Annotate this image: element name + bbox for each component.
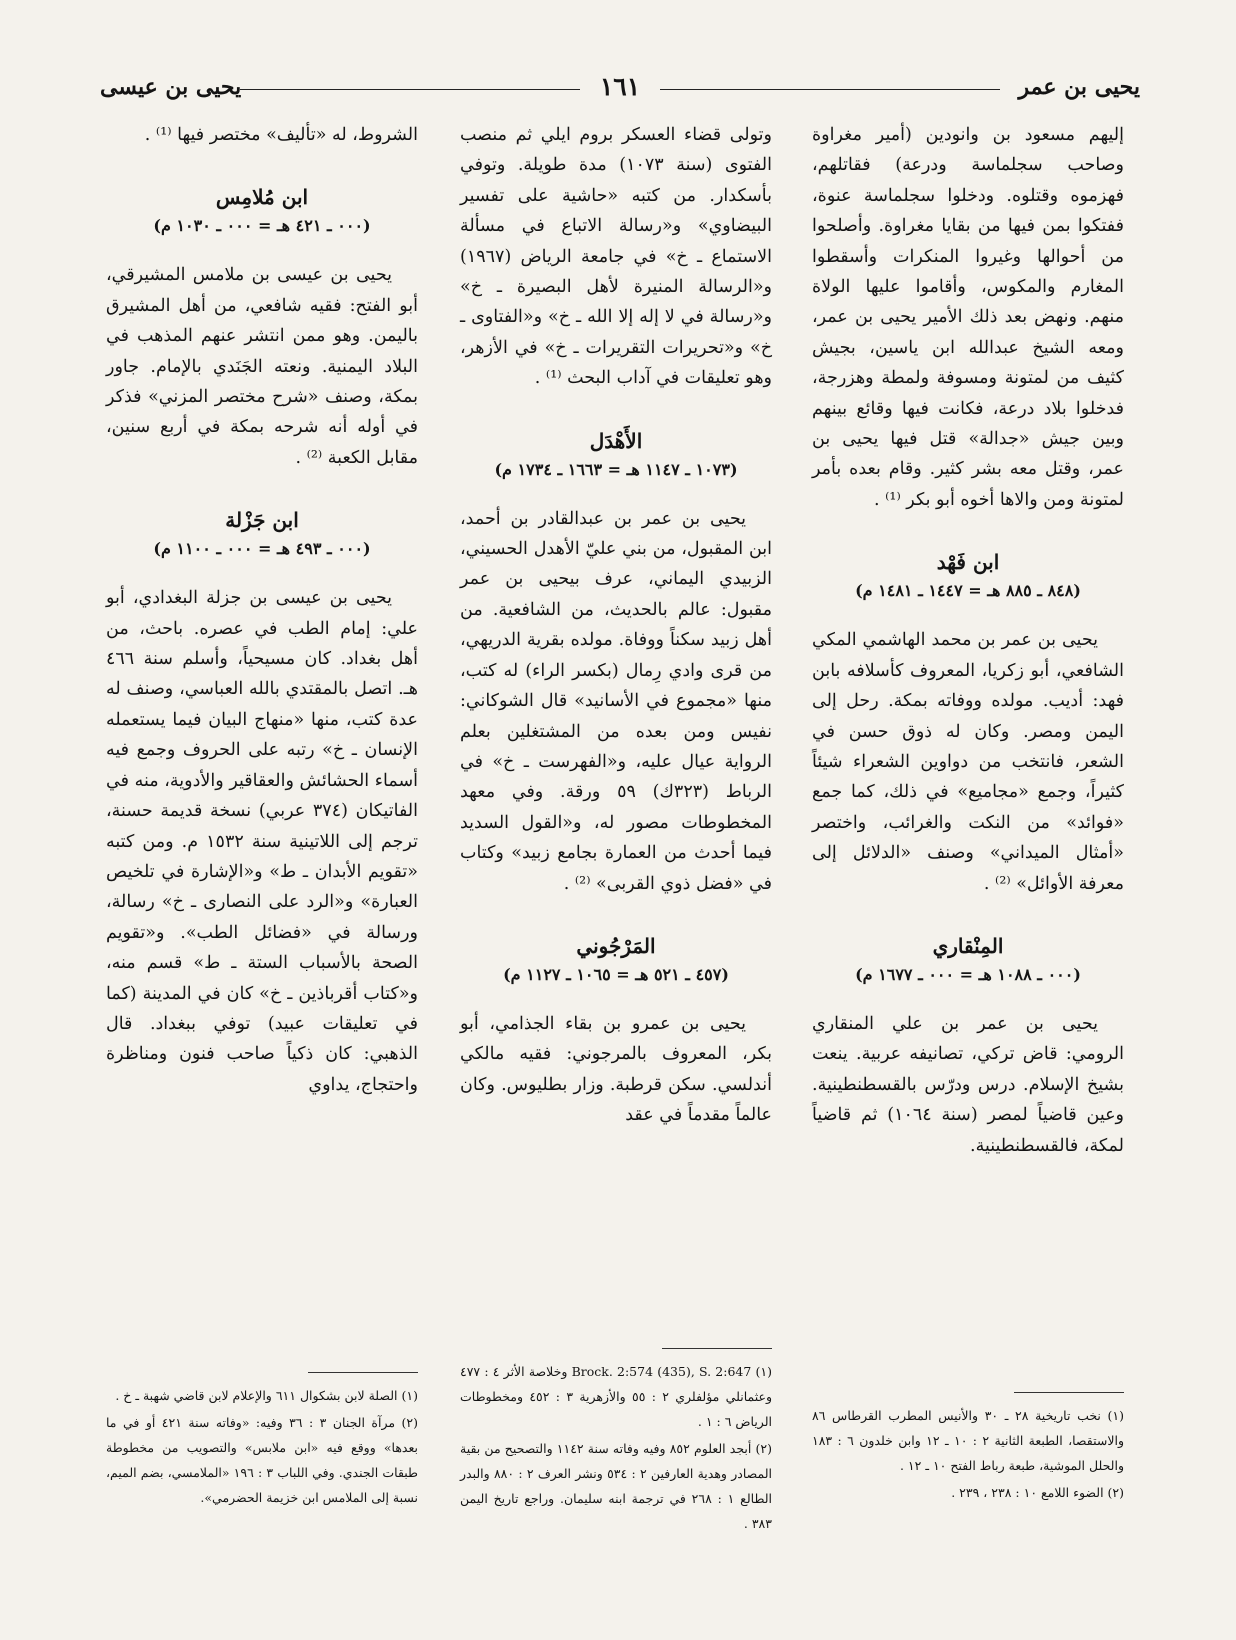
- entry-body: يحيى بن عيسى بن جزلة البغدادي، أبو علي: إمام الطب في عصره. باحث، من أهل بغداد. كان مسيحياً، وأسلم سنة ٤٦٦ هـ. اتصل بالمقتدي بالله العباسي، وصنف له عدة كتب، منها «منهاج البيان فيما يستعمله الإنسان ـ خ» رتبه على الحروف وجمع فيه أسماء الحشائش والعقاقير والأدوية، منه في الفاتيكان (٣٧٤ عربي) نسخة قديمة حسنة، ترجم إلى اللاتينية سنة ١٥٣٢ م. ومن كتبه «تقويم الأبدان ـ ط» و«الإشارة في تلخيص العبارة» و«الرد على النصارى ـ خ» رسالة، ورسالة في «فضائل الطب». و«تقويم الصحة بالأسباب الستة ـ ط» قسم منه، و«كتاب أقرباذين ـ خ» كان في المدينة (كما في تعليقات عبيد) توفي ببغداد. قال الذهبي: كان ذكياً صاحب فنون ومناظرة واحتجاج، يداوي: [106, 588, 418, 1095]
- column-right: [812, 120, 1124, 1161]
- entry-body: يحيى بن عيسى بن ملامس المشيرقي، أبو الفتح: فقيه شافعي، من أهل المشيرق باليمن. وهو ممن انتشر عنهم المذهب في البلاد اليمنية. ونعته الجَنَدي بالإمام. جاور بمكة، وصنف «شرح مختصر المزني» فذكر في أوله أنه شرحه بمكة في أربع سنين، مقابل الكعبة ⁽²⁾ .: [106, 265, 418, 468]
- entry-al-minqari: [812, 931, 1124, 1161]
- header-right-title: يحيى بن عمر: [1018, 74, 1140, 100]
- entry-ibn-mulamis: [106, 182, 418, 473]
- footnote-divider: [662, 1348, 772, 1349]
- footnote-divider: [1014, 1392, 1124, 1393]
- entry-body: يحيى بن عمر بن عبدالقادر بن أحمد، ابن المقبول، من بني عليّ الأهدل الحسيني، الزبيدي اليماني، عرف بيحيى بن عمر مقبول: عالم بالحديث، من الشافعية. من أهل زبيد سكناً ووفاة. مولده بقرية الدريهي، من قرى وادي رِمال (بكسر الراء) له كتب، منها «مجموع في الأسانيد» قال الشوكاني: نفيس ومن بعده من المشتغلين بعلم الرواية عيال عليه، و«الفهرست ـ خ» في الرباط (٣٢٣ك) ٥٩ ورقة. وفي معهد المخطوطات مصور له، و«القول السديد فيما أحدث من العمارة بجامع زبيد» وكتاب في «فضل ذوي القربى» ⁽²⁾ .: [460, 508, 772, 894]
- entry-dates: (٤٥٧ ـ ٥٢١ هـ = ١٠٦٥ ـ ١١٢٧ م): [503, 964, 729, 984]
- running-header: [100, 74, 1140, 114]
- page-number: ١٦١: [599, 72, 641, 101]
- footnote: (١) الصلة لابن بشكوال ٦١١ والإعلام لابن قاضي شهبة ـ خ .: [115, 1388, 418, 1403]
- header-rule-right: [660, 89, 1000, 90]
- header-rule-left: [240, 89, 580, 90]
- entry-ibn-jazla: [106, 505, 418, 1100]
- entry-ibn-fahd: [812, 547, 1124, 899]
- continuation-paragraph: وتولى قضاء العسكر بروم ايلي ثم منصب الفتوى (سنة ١٠٧٣) مدة طويلة. وتوفي بأسكدار. من كتبه «حاشية على تفسير البيضاوي» و«رسالة الاتباع في مسألة الاستماع ـ خ» في جامعة الرياض (١٩٦٧) و«الرسالة المنيرة لأهل البصيرة ـ خ» و«رسالة في لا إله إلا الله ـ خ» و«الفتاوى ـ خ» و«تحريرات التقريرات ـ خ» في الأزهر، وهو تعليقات في آداب البحث ⁽¹⁾ .: [460, 125, 772, 389]
- footnote: (١) Brock. 2:574 (435), S. 2:647 وخلاصة الأثر ٤ : ٤٧٧ وعثمانلي مؤلفلري ٢ : ٥٥ والأزهرية ٣ : ٤٥٢ ومخطوطات الرياض ٦ : ١ .: [460, 1364, 772, 1429]
- entry-body: يحيى بن عمرو بن بقاء الجذامي، أبو بكر، المعروف بالمرجوني: فقيه مالكي أندلسي. سكن قرطبة. وزار بطليوس. وكان عالماً مقدماً في عقد: [460, 1013, 772, 1126]
- entry-title: المِنْقاري: [932, 933, 1004, 958]
- entry-title: ابن مُلامِس: [215, 185, 309, 210]
- footnotes-left: [106, 1372, 418, 1510]
- continuation-paragraph: إليهم مسعود بن وانودين (أمير مغراوة وصاحب سجلماسة ودرعة) فقاتلهم، فهزموه وقتلوه. ودخلوا سجلماسة عنوة، ففتكوا بمن فيها من بقايا مغراوة. وأصلحوا من أحوالها وغيروا المنكرات وأسقطوا المغارم والمكوس، وأقاموا عليها الولاة منهم. ونهض بعد ذلك الأمير يحيى بن عمر، ومعه الشيخ عبدالله ابن ياسين، بجيش كثيف من لمتونة ومسوفة ولمطة وهزرجة، فدخلوا بلاد درعة، فكانت فيها وقائع بينهم وبين جيش «جدالة» قتل فيها يحيى بن عمر، وقتل معه بشر كثير. وقام بعده بأمر لمتونة ومن والاها أخوه أبو بكر ⁽¹⁾ .: [812, 125, 1124, 510]
- footnotes-right: [812, 1392, 1124, 1505]
- entry-body: يحيى بن عمر بن محمد الهاشمي المكي الشافعي، أبو زكريا، المعروف كأسلافه بابن فهد: أديب. مولده ووفاته بمكة. رحل إلى اليمن ومصر. وكان له ذوق حسن في الشعر، فانتخب من دواوين الشعراء شيئاً كثيراً، وجمع «مجاميع» في ذلك، كما جمع «فوائد» من النكت والغرائب، واختصر «أمثال الميداني» وصنف «الدلائل إلى معرفة الأوائل» ⁽²⁾ .: [812, 630, 1124, 894]
- footnotes-middle: [460, 1348, 772, 1536]
- entry-title: المَرْجُوني: [576, 933, 656, 958]
- continuation-paragraph: الشروط، له «تأليف» مختصر فيها ⁽¹⁾ .: [144, 125, 418, 145]
- column-left: [106, 120, 418, 1100]
- entry-dates: (٠٠٠ ـ ١٠٨٨ هـ = ٠٠٠ ـ ١٦٧٧ م): [855, 964, 1081, 984]
- footnote: (١) نخب تاريخية ٢٨ ـ ٣٠ والأنيس المطرب القرطاس ٨٦ والاستقصا، الطبعة الثانية ٢ : ١٠ ـ ١٢ وابن خلدون ٦ : ١٨٣ والحلل الموشية، طبعة رباط الفتح ١٠ ـ ١٢ .: [812, 1408, 1125, 1473]
- footnote-divider: [308, 1372, 418, 1373]
- entry-dates: (٠٠٠ ـ ٤٩٣ هـ = ٠٠٠ ـ ١١٠٠ م): [153, 539, 371, 559]
- entry-dates: (١٠٧٣ ـ ١١٤٧ هـ = ١٦٦٣ ـ ١٧٣٤ م): [494, 459, 738, 479]
- footnote: (٢) مرآة الجنان ٣ : ٣٦ وفيه: «وفاته سنة ٤٢١ أو في ما بعدها» ووقع فيه «ابن ملابس» والتصويب من مخطوطة طبقات الجندي. وفي اللباب ٣ : ١٩٦ «الملامسي، بضم الميم، نسبة إلى الملامس ابن خزيمة الحضرمي».: [106, 1415, 418, 1505]
- header-left-title: يحيى بن عيسى: [100, 74, 242, 100]
- entry-title: ابن فَهْد: [936, 550, 1000, 575]
- entry-al-ahdal: [460, 426, 772, 899]
- footnote: (٢) الضوء اللامع ١٠ : ٢٣٨ ، ٢٣٩ .: [951, 1485, 1124, 1500]
- entry-al-marjuni: [460, 931, 772, 1131]
- entry-dates: (٠٠٠ ـ ٤٢١ هـ = ٠٠٠ ـ ١٠٣٠ م): [153, 216, 371, 236]
- entry-title: الأَهْدَل: [589, 428, 643, 453]
- entry-body: يحيى بن عمر بن علي المنقاري الرومي: قاض تركي، تصانيفه عربية. ينعت بشيخ الإسلام. درس ودرّس بالقسطنطينية. وعين قاضياً لمصر (سنة ١٠٦٤) ثم قاضياً لمكة، فالقسطنطينية.: [812, 1013, 1124, 1156]
- entry-title: ابن جَزْلة: [225, 508, 299, 533]
- column-middle: [460, 120, 772, 1131]
- footnote: (٢) أبجد العلوم ٨٥٢ وفيه وفاته سنة ١١٤٢ والتصحيح من بقية المصادر وهدية العارفين ٢ : ٥٣٤ ونشر العرف ٢ : ٨٨٠ والبدر الطالع ١ : ٢٦٨ في ترجمة ابنه سليمان. وراجع تاريخ اليمن ٣٨٣ .: [460, 1441, 773, 1531]
- entry-dates: (٨٤٨ ـ ٨٨٥ هـ = ١٤٤٧ ـ ١٤٨١ م): [855, 581, 1081, 601]
